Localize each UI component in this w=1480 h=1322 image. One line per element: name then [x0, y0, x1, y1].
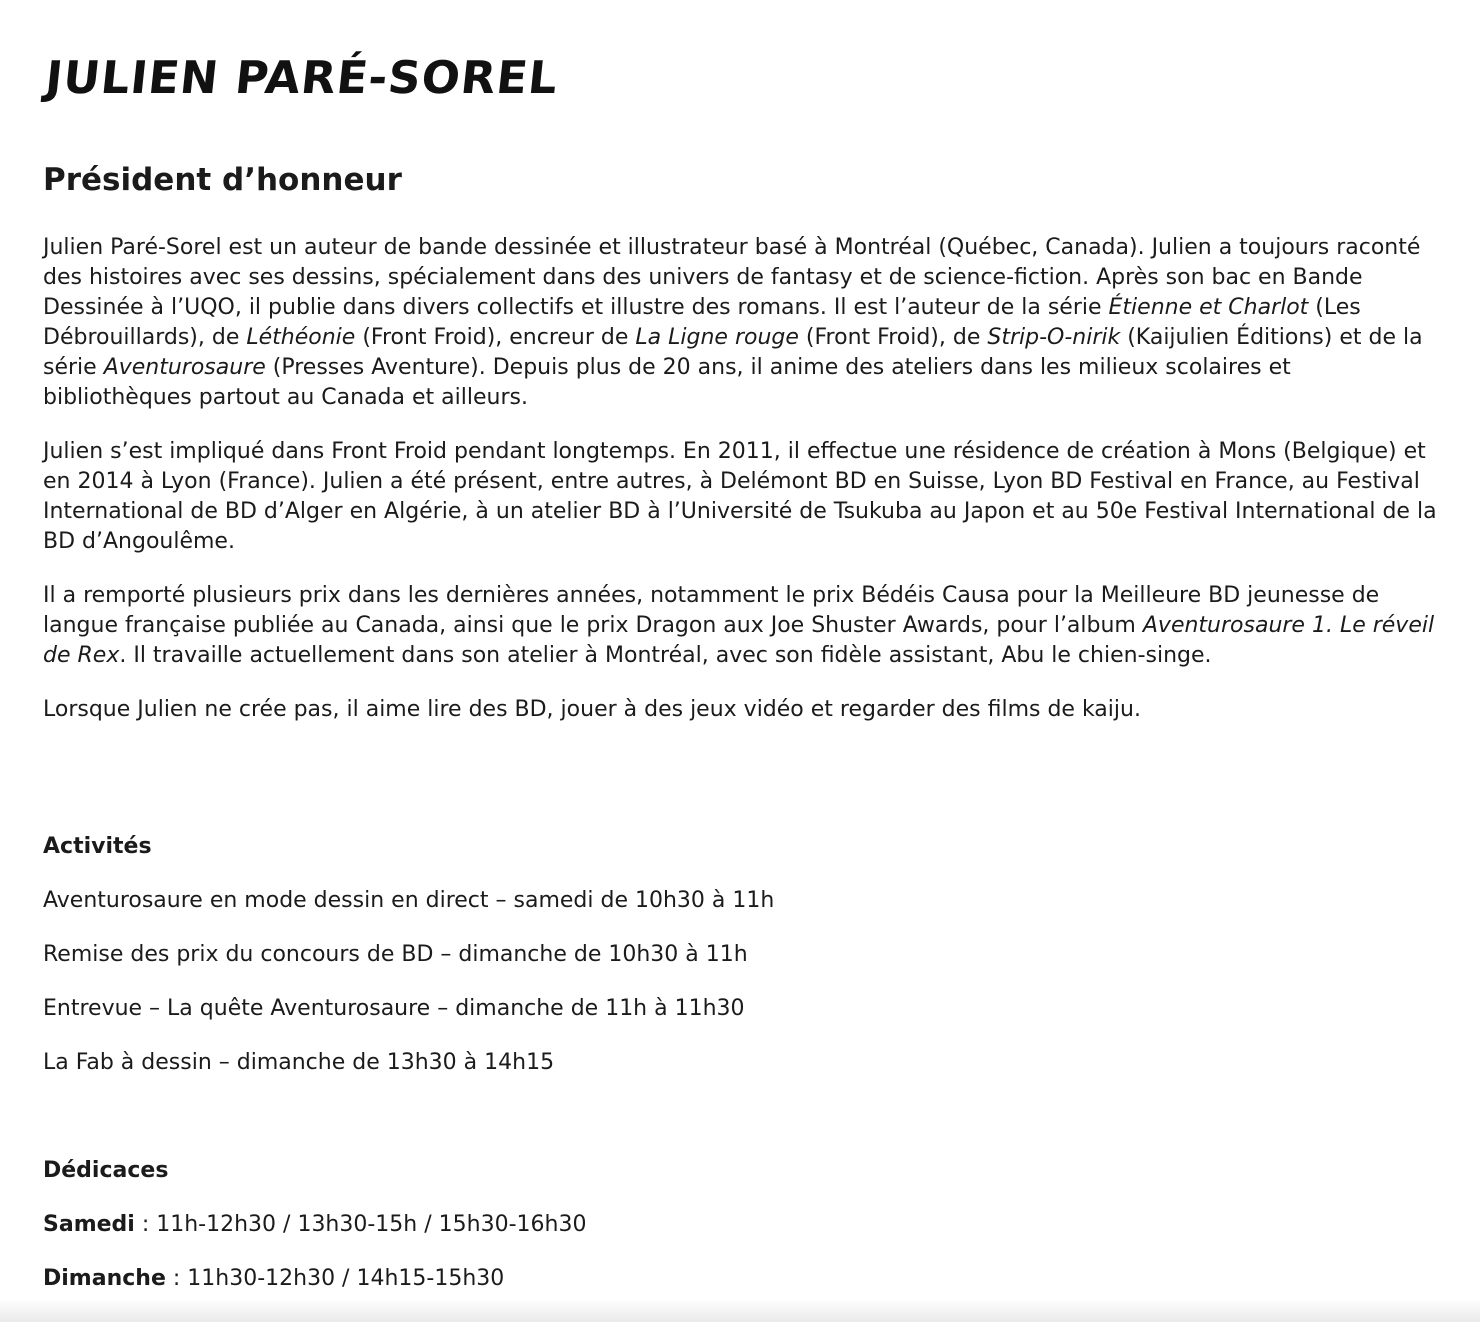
bio-paragraph-1: Julien Paré-Sorel est un auteur de bande dessinée et illustrateur basé à Montréal (Québec, Canada). Julien a toujours raconté des histoires avec ses dessins, spécialement dans des univers de fantasy et de science-fiction. Après son bac en Bande Dessinée à l’UQO, il publie dans divers collectifs et illustre des romans. Il est l’auteur de la série Étienne et Charlot (Les Débrouillards), de Léthéonie (Front Froid), encreur de La Ligne rouge (Front Froid), de Strip-O-nirik (Kaijulien Éditions) et de la série Aventurosaure (Presses Aventure). Depuis plus de 20 ans, il anime des ateliers dans les milieux scolaires et bibliothèques partout au Canada et ailleurs. — [43, 235, 1423, 410]
bio-paragraph-2: Julien s’est impliqué dans Front Froid pendant longtemps. En 2011, il effectue une résidence de création à Mons (Belgique) et en 2014 à Lyon (France). Julien a été présent, entre autres, à Delémont BD en Suisse, Lyon BD Festival en France, au Festival International de BD d’Alger en Algérie, à un atelier BD à l’Université de Tsukuba au Japon et au 50e Festival International de la BD d’Angoulême. — [43, 439, 1437, 554]
signing-day-label: Samedi — [43, 1212, 135, 1237]
book-title: Léthéonie — [246, 325, 356, 350]
bottom-scroll-fade — [0, 1298, 1480, 1322]
activities-heading: Activités — [43, 834, 152, 859]
signings-section — [43, 1156, 1443, 1294]
bio-paragraph-4: Lorsque Julien ne crée pas, il aime lire des BD, jouer à des jeux vidéo et regarder des films de kaiju. — [43, 697, 1141, 722]
book-title: Étienne et Charlot — [1108, 295, 1309, 320]
book-title: La Ligne rouge — [635, 325, 799, 350]
signings-heading: Dédicaces — [43, 1158, 169, 1183]
activity-item: Remise des prix du concours de BD – dimanche de 10h30 à 11h — [43, 942, 748, 967]
signing-day-label: Dimanche — [43, 1266, 166, 1291]
book-title: Aventurosaure 1. Le réveil de Rex — [43, 613, 1435, 668]
bio-paragraph-3: Il a remporté plusieurs prix dans les dernières années, notamment le prix Bédéis Causa pour la Meilleure BD jeunesse de langue française publiée au Canada, ainsi que le prix Dragon aux Joe Shuster Awards, pour l’album Aventurosaure 1. Le réveil de Rex. Il travaille actuellement dans son atelier à Montréal, avec son fidèle assistant, Abu le chien-singe. — [43, 583, 1435, 668]
activity-item: Entrevue – La quête Aventurosaure – dimanche de 11h à 11h30 — [43, 996, 745, 1021]
guest-role-title: Président d’honneur — [43, 162, 402, 198]
guest-name-title: JULIEN PARÉ-SOREL — [43, 51, 561, 104]
biography — [43, 233, 1443, 749]
activity-item: Aventurosaure en mode dessin en direct – samedi de 10h30 à 11h — [43, 888, 775, 913]
book-title: Aventurosaure — [103, 355, 266, 380]
signing-schedule-sunday: Dimanche : 11h30-12h30 / 14h15-15h30 — [43, 1266, 505, 1291]
activities-section — [43, 832, 1443, 1078]
signing-times: 11h-12h30 / 13h30-15h / 15h30-16h30 — [156, 1212, 587, 1237]
book-title: Strip-O-nirik — [987, 325, 1121, 350]
signing-times: 11h30-12h30 / 14h15-15h30 — [187, 1266, 505, 1291]
signing-schedule-saturday: Samedi : 11h-12h30 / 13h30-15h / 15h30-16h30 — [43, 1212, 587, 1237]
activity-item: La Fab à dessin – dimanche de 13h30 à 14h15 — [43, 1050, 555, 1075]
